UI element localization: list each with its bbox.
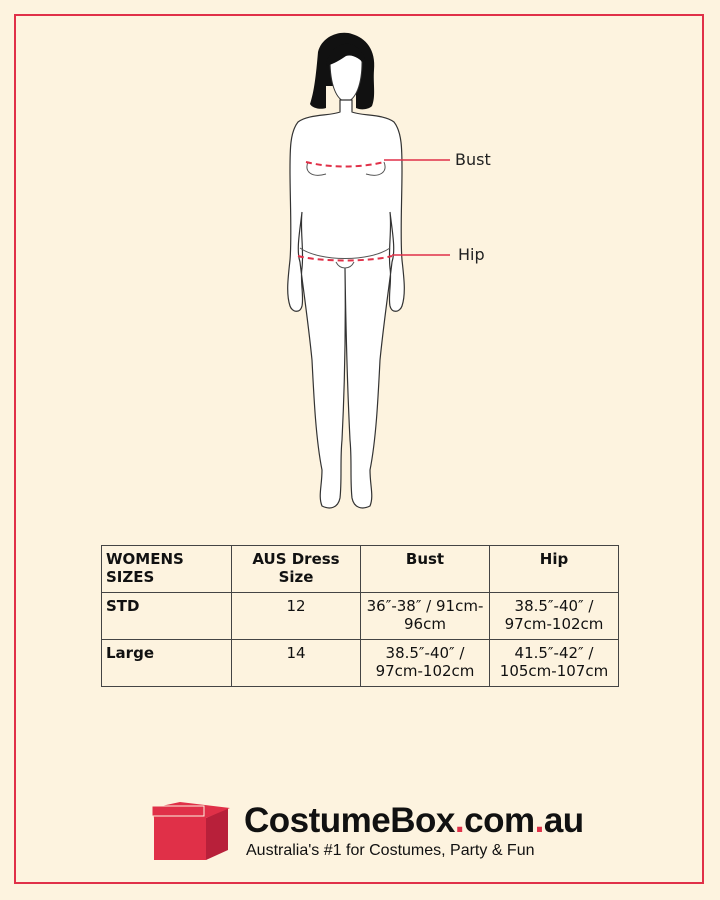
brand-name-com: com <box>464 801 535 840</box>
table-row <box>102 640 619 687</box>
header-hip: Hip <box>490 546 619 593</box>
cell-bust: 38.5″-40″ / 97cm-102cm <box>361 640 490 687</box>
cell-aus-size: 14 <box>232 640 361 687</box>
brand-dot: . <box>534 801 544 840</box>
table-row <box>102 593 619 640</box>
cell-aus-size: 12 <box>232 593 361 640</box>
hip-label: Hip <box>458 245 485 264</box>
cell-size: Large <box>102 640 232 687</box>
brand-name-au: au <box>543 801 584 840</box>
cell-size: STD <box>102 593 232 640</box>
brand-dot: . <box>454 801 465 840</box>
size-chart-table <box>101 545 619 687</box>
table-header-row <box>102 546 619 593</box>
header-womens-sizes: WOMENS SIZES <box>102 546 232 593</box>
brand-tagline: Australia's #1 for Costumes, Party & Fun <box>246 842 535 859</box>
brand-name <box>244 801 584 841</box>
cell-hip: 41.5″-42″ / 105cm-107cm <box>490 640 619 687</box>
bust-label: Bust <box>455 150 491 169</box>
brand-name-main: CostumeBox <box>244 801 455 840</box>
header-aus-dress-size: AUS Dress Size <box>232 546 361 593</box>
cell-hip: 38.5″-40″ / 97cm-102cm <box>490 593 619 640</box>
body-outline <box>288 100 405 508</box>
header-bust: Bust <box>361 546 490 593</box>
cell-bust: 36″-38″ / 91cm-96cm <box>361 593 490 640</box>
costume-box-logo-icon <box>150 800 232 864</box>
